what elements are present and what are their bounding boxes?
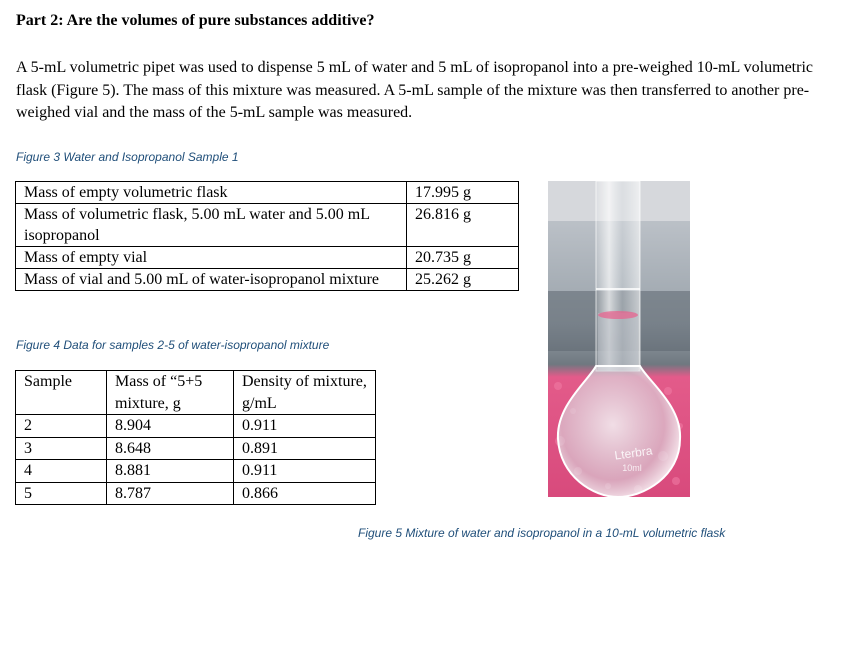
figure-5-caption: Figure 5 Mixture of water and isopropanol in a 10-mL volumetric flask bbox=[358, 526, 726, 540]
cell-density: 0.891 bbox=[234, 437, 376, 460]
cell-density: 0.866 bbox=[234, 482, 376, 505]
cell-mass: 8.904 bbox=[107, 415, 234, 438]
sample-1-mass-table bbox=[15, 181, 519, 291]
header-sample: Sample bbox=[16, 371, 107, 415]
liquid-column bbox=[598, 313, 638, 371]
table-row bbox=[16, 415, 376, 438]
row-value: 20.735 g bbox=[407, 247, 519, 269]
cell-mass: 8.881 bbox=[107, 460, 234, 483]
table-row bbox=[16, 482, 376, 505]
row-label: Mass of empty vial bbox=[16, 247, 407, 269]
table-row bbox=[16, 269, 519, 291]
procedure-paragraph: A 5-mL volumetric pipet was used to dispense 5 mL of water and 5 mL of isopropanol into a pre-weighed 10-mL volumetric flask (Figure 5). The mass of this mixture was measured. A 5-mL sample of the mixture was then transferred to another pre-weighed vial and the mass of the 5-mL sample was measured. bbox=[16, 59, 813, 121]
samples-2-5-table bbox=[15, 370, 376, 505]
figure-4-caption: Figure 4 Data for samples 2-5 of water-isopropanol mixture bbox=[16, 338, 330, 352]
table-row bbox=[16, 460, 376, 483]
row-value: 26.816 g bbox=[407, 204, 519, 247]
cell-mass: 8.648 bbox=[107, 437, 234, 460]
table-header-row bbox=[16, 371, 376, 415]
flask-volume-mark: 10ml bbox=[622, 463, 642, 473]
figure-3-caption: Figure 3 Water and Isopropanol Sample 1 bbox=[16, 150, 239, 164]
cell-density: 0.911 bbox=[234, 460, 376, 483]
row-value: 17.995 g bbox=[407, 182, 519, 204]
table-row bbox=[16, 182, 519, 204]
header-mass: Mass of “5+5 mixture, g bbox=[107, 371, 234, 415]
cell-sample: 3 bbox=[16, 437, 107, 460]
cell-sample: 5 bbox=[16, 482, 107, 505]
table-row bbox=[16, 204, 519, 247]
cell-mass: 8.787 bbox=[107, 482, 234, 505]
table-row bbox=[16, 437, 376, 460]
row-label: Mass of volumetric flask, 5.00 mL water and 5.00 mL isopropanol bbox=[16, 204, 407, 247]
row-label: Mass of vial and 5.00 mL of water-isopropanol mixture bbox=[16, 269, 407, 291]
flask-brand-logo: Lterbra bbox=[613, 443, 654, 463]
row-value: 25.262 g bbox=[407, 269, 519, 291]
header-density: Density of mixture, g/mL bbox=[234, 371, 376, 415]
table-row bbox=[16, 247, 519, 269]
cell-sample: 4 bbox=[16, 460, 107, 483]
cell-density: 0.911 bbox=[234, 415, 376, 438]
row-label: Mass of empty volumetric flask bbox=[16, 182, 407, 204]
cell-sample: 2 bbox=[16, 415, 107, 438]
flask-photo bbox=[548, 181, 690, 497]
section-heading: Part 2: Are the volumes of pure substances additive? bbox=[16, 12, 375, 29]
